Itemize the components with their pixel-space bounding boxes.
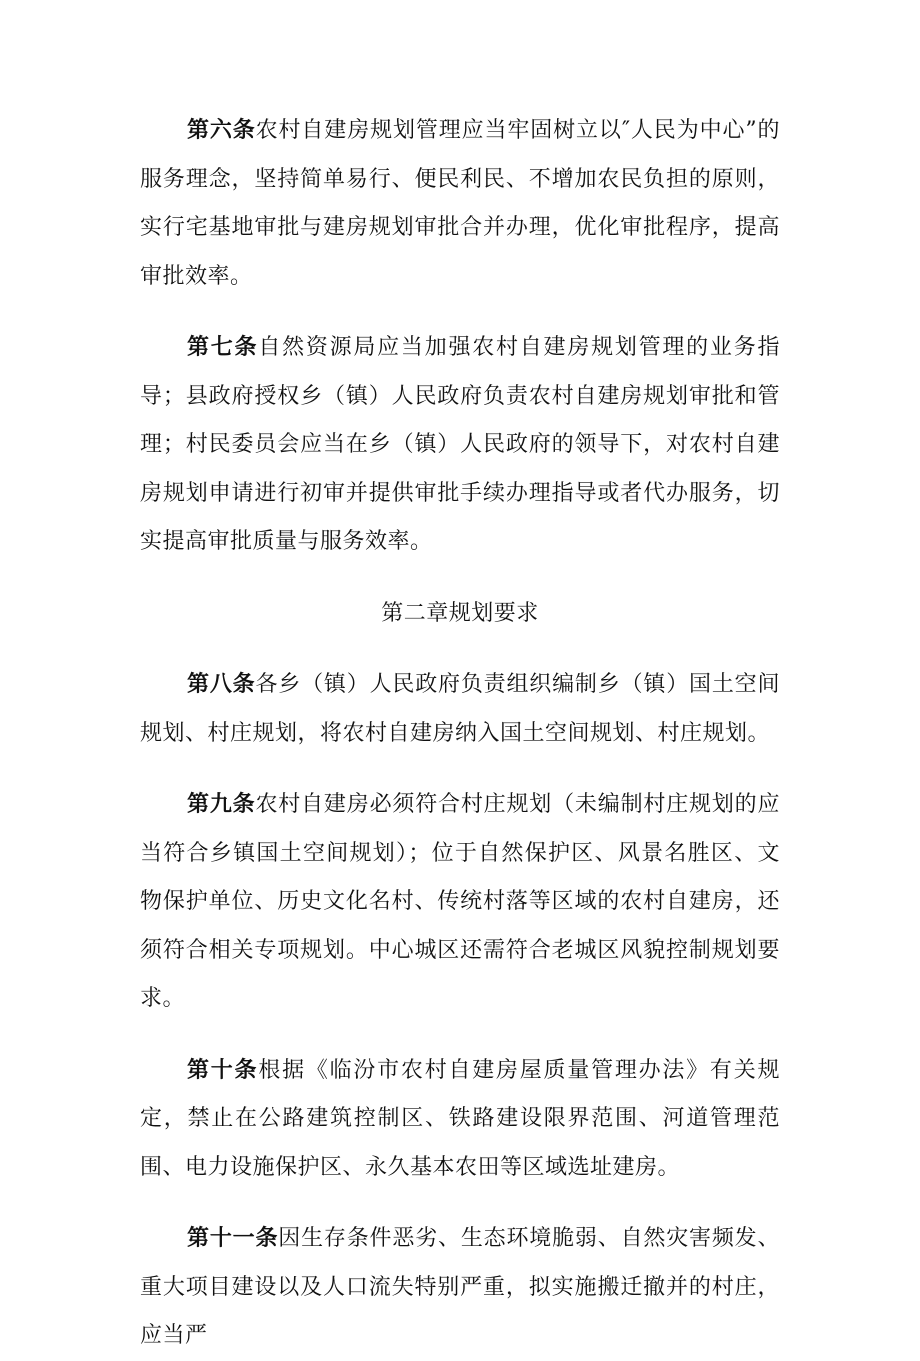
article-text: 农村自建房规划管理应当牢固树立以″人民为中心”的服务理念，坚持简单易行、便民利民、不增加农民负担的原则，实行宅基地审批与建房规划审批合并办理，优化审批程序，提高审批效率。: [140, 118, 780, 289]
article-number: 第九条: [187, 792, 256, 817]
article-number: 第七条: [187, 335, 259, 360]
article-9: [140, 781, 780, 1024]
chapter-heading: 第二章规划要求: [381, 600, 539, 626]
article-11: [140, 1215, 780, 1361]
article-number: 第十条: [187, 1057, 259, 1083]
article-10: [140, 1047, 780, 1193]
article-8: [140, 661, 780, 758]
article-6: [140, 107, 780, 301]
article-number: 第十一条: [187, 1226, 279, 1251]
article-text: 根据《临汾市农村自建房屋质量管理办法》有关规定，禁止在公路建筑控制区、铁路建设限界范围、河道管理范围、电力设施保护区、永久基本农田等区域选址建房。: [140, 1057, 780, 1180]
article-7: [140, 324, 780, 567]
article-text: 因生存条件恶劣、生态环境脆弱、自然灾害频发、重大项目建设以及人口流失特别严重，拟实施搬迁撤并的村庄，应当严: [140, 1226, 780, 1348]
article-number: 第八条: [187, 672, 256, 697]
article-text: 自然资源局应当加强农村自建房规划管理的业务指导；县政府授权乡（镇）人民政府负责农村自建房规划审批和管理；村民委员会应当在乡（镇）人民政府的领导下，对农村自建房规划申请进行初审并提供审批手续办理指导或者代办服务，切实提高审批质量与服务效率。: [140, 335, 780, 554]
article-text: 各乡（镇）人民政府负责组织编制乡（镇）国土空间规划、村庄规划，将农村自建房纳入国土空间规划、村庄规划。: [140, 672, 780, 746]
article-number: 第六条: [187, 118, 256, 143]
article-text: 农村自建房必须符合村庄规划（未编制村庄规划的应当符合乡镇国土空间规划）；位于自然保护区、风景名胜区、文物保护单位、历史文化名村、传统村落等区域的农村自建房，还须符合相关专项规划。中心城区还需符合老城区风貌控制规划要求。: [140, 792, 780, 1011]
